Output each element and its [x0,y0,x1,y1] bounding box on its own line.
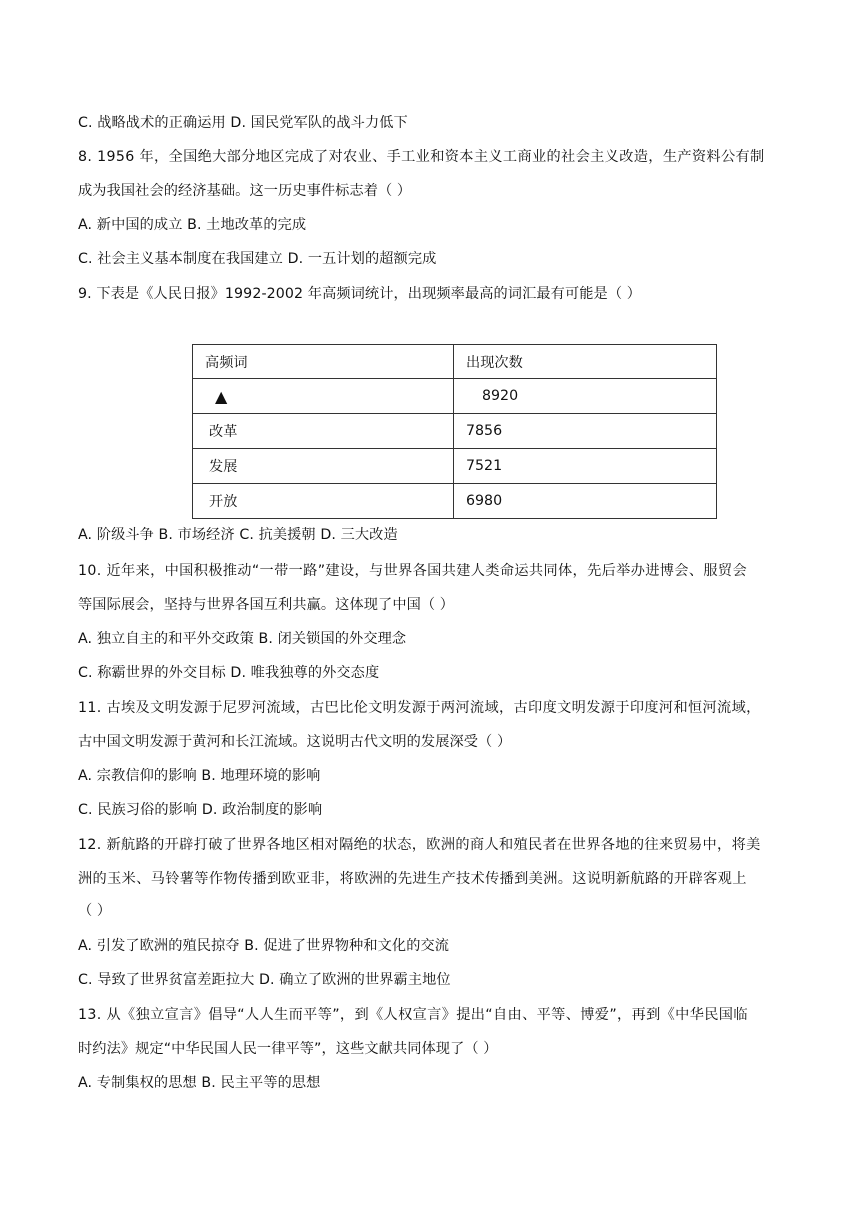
table-row [193,414,717,449]
q13-options-ab: A. 专制集权的思想 B. 民主平等的思想 [78,1075,321,1091]
table-cell: 发展 [193,449,454,484]
q12-options-cd: C. 导致了世界贫富差距拉大 D. 确立了欧洲的世界霸主地位 [78,972,451,988]
q11-stem-line2: 古中国文明发源于黄河和长江流域。这说明古代文明的发展深受（ ） [78,734,512,750]
q9-stem: 9. 下表是《人民日报》1992-2002 年高频词统计，出现频率最高的词汇最有可能是（ ） [78,286,641,302]
q11-options-cd: C. 民族习俗的影响 D. 政治制度的影响 [78,802,323,818]
q11-options-ab: A. 宗教信仰的影响 B. 地理环境的影响 [78,768,321,784]
q11-stem-line1: 11. 古埃及文明发源于尼罗河流域，古巴比伦文明发源于两河流域，古印度文明发源于印度河和恒河流域， [78,700,761,716]
table-cell: 6980 [454,484,717,519]
q10-stem-line1: 10. 近年来，中国积极推动“一带一路”建设，与世界各国共建人类命运共同体，先后举办进博会、服贸会 [78,563,747,579]
high-frequency-word-table [192,344,717,519]
table-row [193,484,717,519]
q13-stem-line2: 时约法》规定“中华民国人民一律平等”，这些文献共同体现了（ ） [78,1041,498,1057]
triangle-placeholder-cell: ▲ [193,379,454,414]
q8-stem-line2: 成为我国社会的经济基础。这一历史事件标志着（ ） [78,183,412,199]
table-cell: 7521 [454,449,717,484]
table-header-cell: 出现次数 [454,345,717,379]
table-row [193,449,717,484]
table-row [193,379,717,414]
q7-options-cd: C. 战略战术的正确运用 D. 国民党军队的战斗力低下 [78,115,408,131]
q10-stem-line2: 等国际展会，坚持与世界各国互利共赢。这体现了中国（ ） [78,597,455,613]
table-cell: 开放 [193,484,454,519]
q12-stem-line3: （ ） [78,903,112,919]
q10-options-ab: A. 独立自主的和平外交政策 B. 闭关锁国的外交理念 [78,631,407,647]
q10-options-cd: C. 称霸世界的外交目标 D. 唯我独尊的外交态度 [78,665,380,681]
q8-options-ab: A. 新中国的成立 B. 土地改革的完成 [78,217,307,233]
table-cell: 改革 [193,414,454,449]
table-cell: 8920 [454,379,717,414]
q9-options: A. 阶级斗争 B. 市场经济 C. 抗美援朝 D. 三大改造 [78,527,398,543]
table-cell: 7856 [454,414,717,449]
q12-stem-line1: 12. 新航路的开辟打破了世界各地区相对隔绝的状态，欧洲的商人和殖民者在世界各地的往来贸易中，将美 [78,837,761,853]
q8-options-cd: C. 社会主义基本制度在我国建立 D. 一五计划的超额完成 [78,251,437,267]
table-header-row [193,345,717,379]
q13-stem-line1: 13. 从《独立宣言》倡导“人人生而平等”，到《人权宣言》提出“自由、平等、博爱”，再到《中华民国临 [78,1007,748,1023]
q8-stem-line1: 8. 1956 年，全国绝大部分地区完成了对农业、手工业和资本主义工商业的社会主义改造，生产资料公有制 [78,149,765,165]
table-header-cell: 高频词 [193,345,454,379]
q12-options-ab: A. 引发了欧洲的殖民掠夺 B. 促进了世界物种和文化的交流 [78,938,450,954]
q12-stem-line2: 洲的玉米、马铃薯等作物传播到欧亚非，将欧洲的先进生产技术传播到美洲。这说明新航路的开辟客观上 [78,871,747,887]
